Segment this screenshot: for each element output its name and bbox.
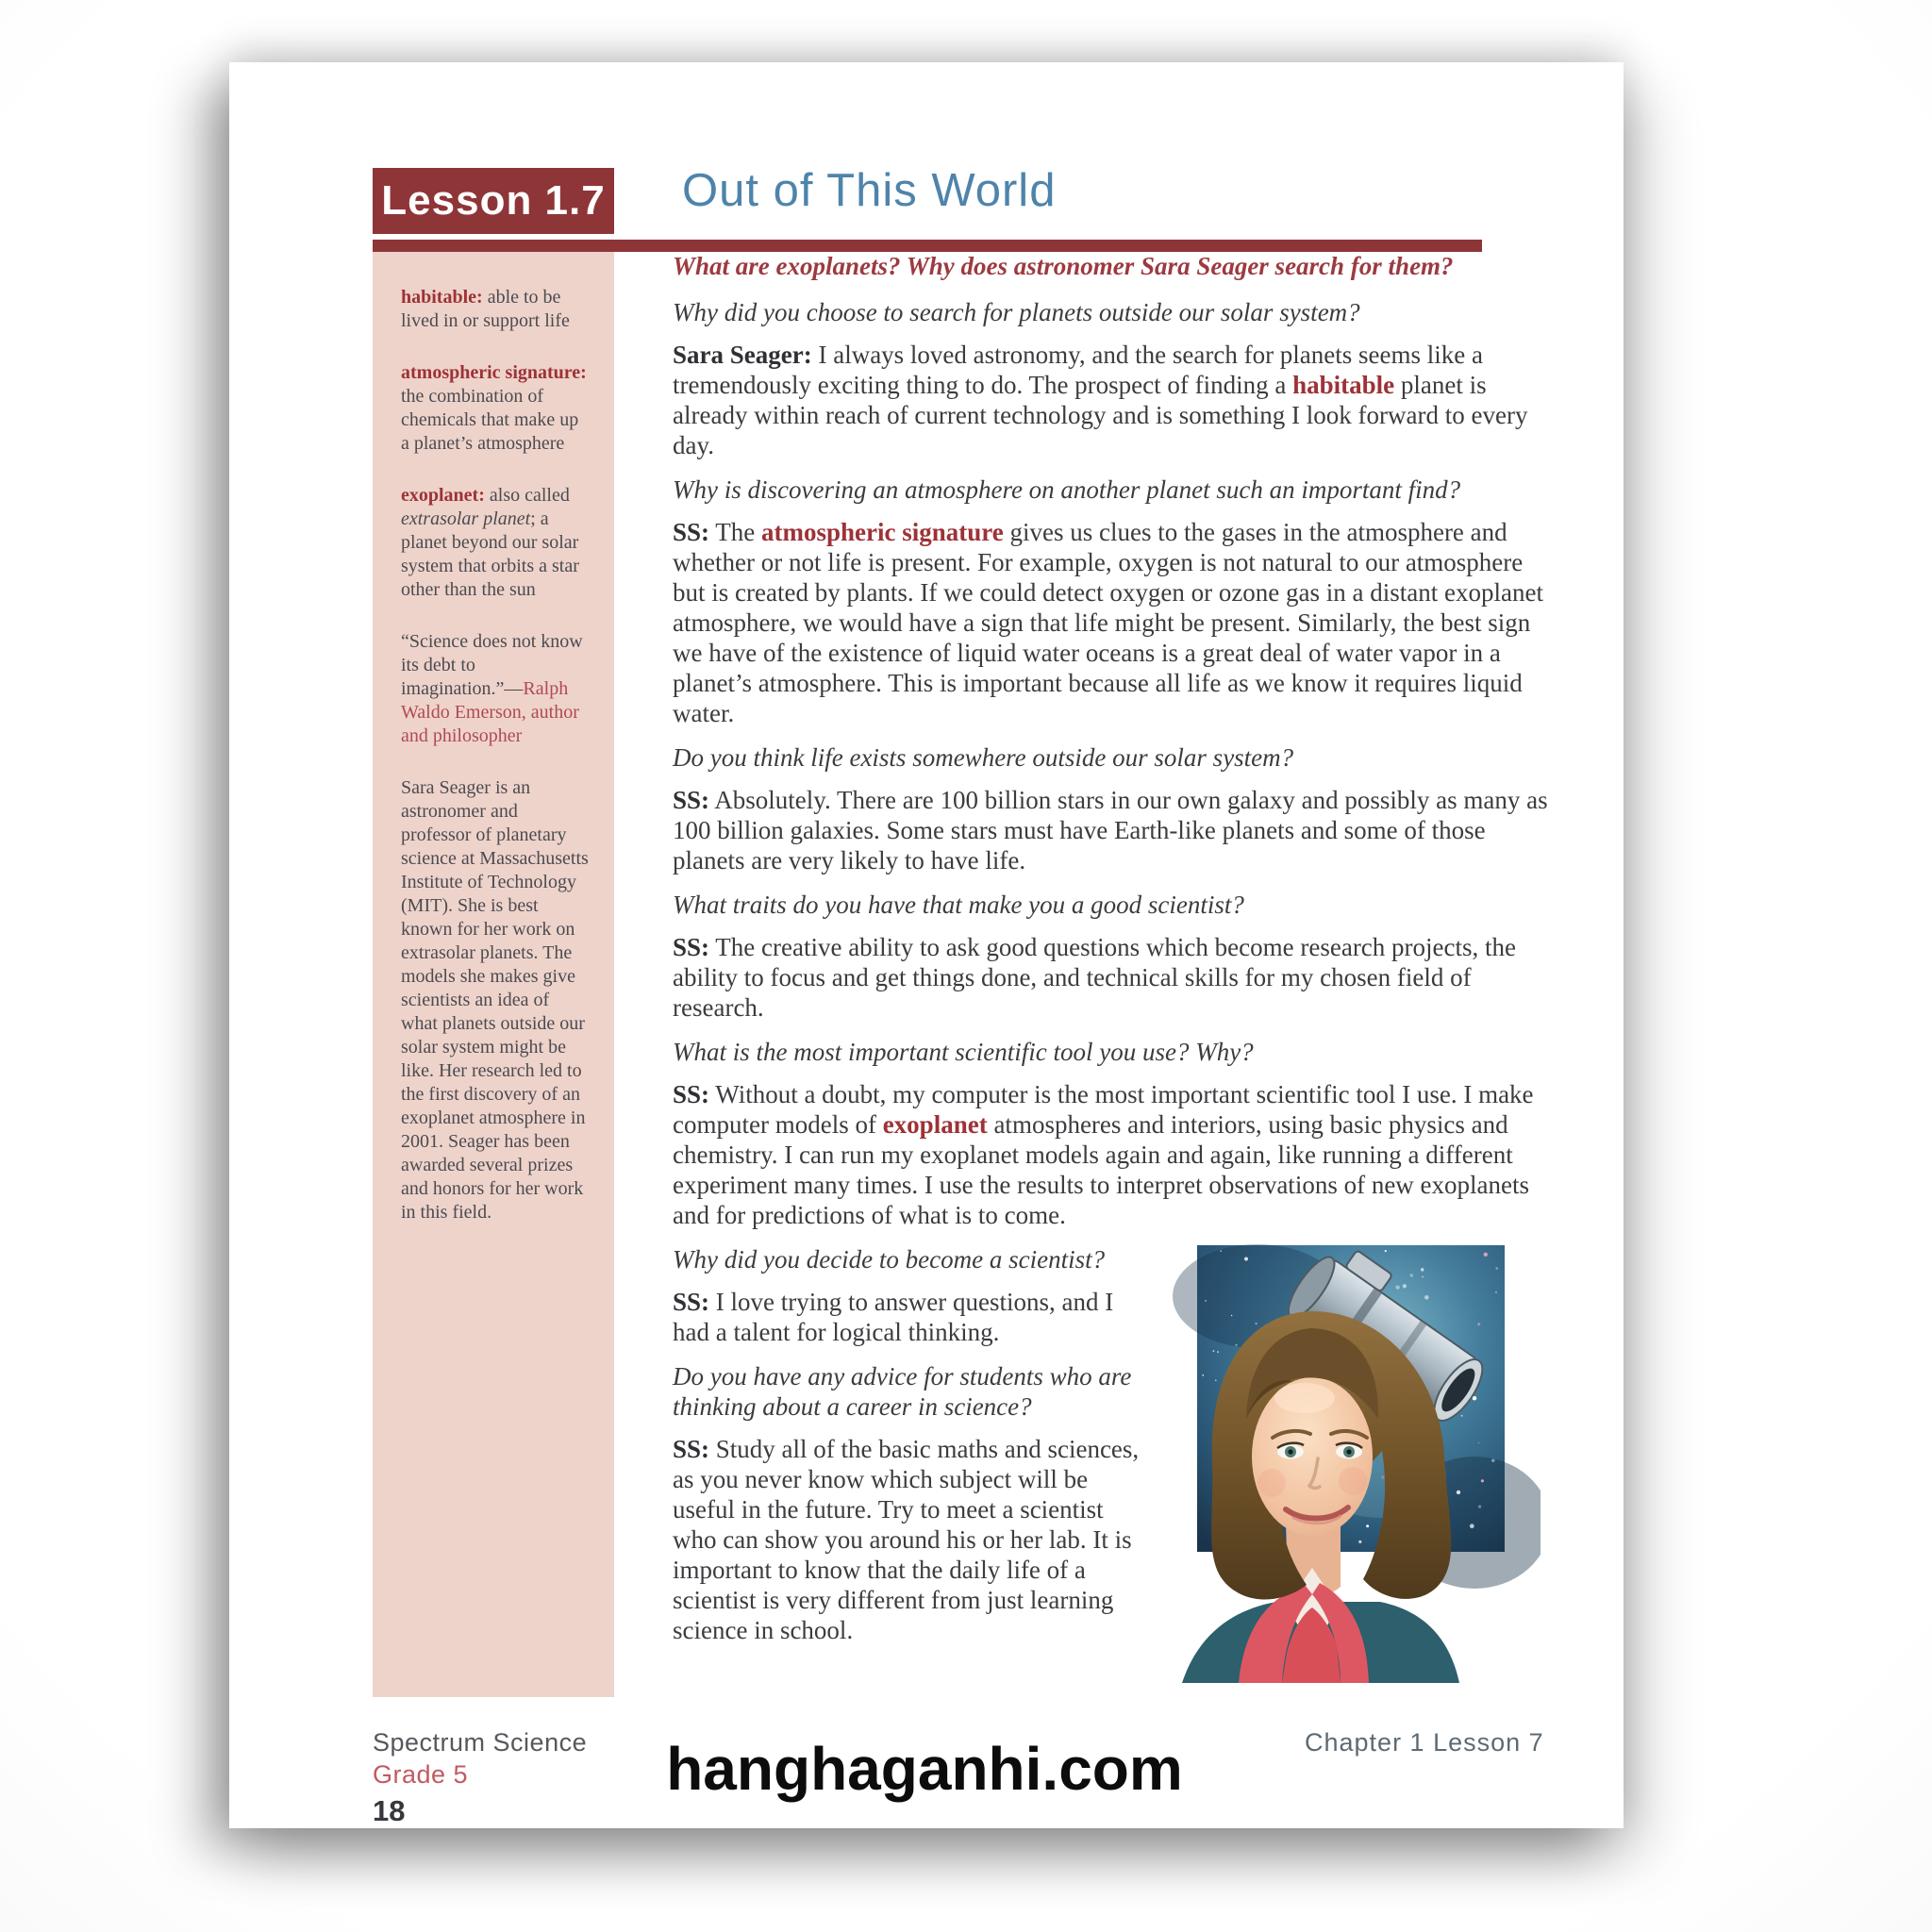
vocab-term: atmospheric signature: — [401, 362, 587, 383]
vocab-definition: able to be lived in or support life — [401, 287, 570, 331]
footer-page-number: 18 — [373, 1794, 406, 1827]
emerson-quote — [401, 630, 590, 748]
answer-text: Absolutely. There are 100 billion stars in our own galaxy and possibly as many as 100 billion galaxies. Some stars must have Earth-like planets and some of those planets are very likely to have life. — [673, 786, 1548, 874]
vocab-entry-habitable — [401, 286, 590, 333]
answer-text: I always loved astronomy, and the search for planets seems like a tremendously exciting thing to do. The prospect of finding a — [673, 341, 1483, 399]
watermark: hanghaganhi.com — [666, 1735, 1183, 1803]
interview-lead-question: What are exoplanets? Why does astronomer Sara Seager search for them? — [673, 252, 1454, 280]
interview-column — [673, 251, 1554, 1683]
bio-paragraph: Sara Seager is an astronomer and professor of planetary science at Massachusetts Institute of Technology (MIT). She is best known for her work on extrasolar planets. The models she makes give scientists an idea of what planets outside our solar system might be like. Her research led to the first discovery of an exoplanet atmosphere in 2001. Seager has been awarded several prizes and honors for her work in this field. — [401, 777, 589, 1223]
vocab-alias: extrasolar planet — [401, 508, 531, 529]
footer-grade: Grade 5 — [373, 1760, 469, 1789]
interview-answer — [673, 1434, 1144, 1645]
lesson-label: Lesson 1.7 — [381, 177, 606, 224]
interview-answer — [673, 1079, 1554, 1230]
speaker-label: SS: — [673, 518, 710, 546]
vocab-definition: also called — [484, 485, 570, 506]
page-title: Out of This World — [682, 165, 1057, 216]
speaker-label: SS: — [673, 1080, 710, 1108]
answer-text: The — [709, 518, 762, 546]
interview-question: Do you think life exists somewhere outside our solar system? — [673, 743, 1294, 772]
interview-answer — [673, 1287, 1144, 1347]
answer-text: planet is already within reach of current technology and is something I look forward to every day. — [673, 371, 1528, 459]
vocab-term-inline: habitable — [1292, 371, 1395, 399]
footer-book-title: Spectrum Science — [373, 1728, 588, 1757]
interview-answer — [673, 785, 1554, 875]
footer-chapter-label: Chapter 1 Lesson 7 — [1305, 1728, 1544, 1757]
vocab-entry-exoplanet — [401, 484, 590, 602]
bottom-text-column — [673, 1287, 1144, 1657]
speaker-label: SS: — [673, 786, 710, 814]
vocab-sidebar — [373, 252, 614, 1697]
quote-text: “Science does not know its debt to imagination.”— — [401, 631, 583, 699]
interview-question: Why is discovering an atmosphere on another planet such an important find? — [673, 475, 1461, 504]
vocab-term-inline: atmospheric signature — [761, 518, 1004, 546]
interview-question: Why did you decide to become a scientist? — [673, 1245, 1106, 1274]
bottom-row — [673, 1287, 1554, 1683]
speaker-label: Sara Seager: — [673, 341, 812, 369]
quote-attribution: Ralph Waldo Emerson, author and philosopher — [401, 678, 579, 746]
speaker-label: SS: — [673, 933, 710, 961]
sara-seager-portrait — [1144, 1240, 1541, 1683]
vocab-entry-atmospheric-signature — [401, 361, 590, 456]
speaker-label: SS: — [673, 1288, 710, 1316]
interview-answer — [673, 340, 1554, 460]
interview-question: What traits do you have that make you a good scientist? — [673, 891, 1244, 919]
vocab-term: exoplanet: — [401, 485, 485, 506]
answer-text: Without a doubt, my computer is the most important scientific tool I use. I make computer models of — [673, 1080, 1534, 1139]
vocab-definition: the combination of chemicals that make up a planet’s atmosphere — [401, 386, 579, 454]
portrait-illustration — [1144, 1240, 1541, 1683]
interview-answer — [673, 932, 1554, 1023]
interview-question: Do you have any advice for students who are thinking about a career in science? — [673, 1362, 1132, 1421]
answer-text: I love trying to answer questions, and I had a talent for logical thinking. — [673, 1288, 1114, 1346]
interview-question: Why did you choose to search for planets outside our solar system? — [673, 298, 1360, 326]
footer-left — [373, 1728, 587, 1828]
textbook-page — [229, 62, 1624, 1828]
lesson-badge — [373, 168, 614, 234]
vocab-term: habitable: — [401, 287, 483, 308]
answer-text: atmospheres and interiors, using basic physics and chemistry. I can run my exoplanet models again and again, like running a different experiment many times. I use the results to interpret observations of new exoplanets and for predictions of what is to come. — [673, 1110, 1530, 1229]
answer-text: The creative ability to ask good questions which become research projects, the ability to focus and get things done, and technical skills for my chosen field of research. — [673, 933, 1517, 1022]
interview-question: What is the most important scientific tool you use? Why? — [673, 1038, 1254, 1066]
speaker-label: SS: — [673, 1435, 710, 1463]
answer-text: gives us clues to the gases in the atmosphere and whether or not life is present. For example, oxygen is not natural to our atmosphere but is created by plants. If we could detect oxygen or ozone gas in a distant exoplanet atmosphere, we would have a sign that life might be present. Similarly, the best sign we have of the existence of liquid water oceans is a great deal of water vapor in a planet’s atmosphere. This is important because all life as we know it requires liquid water. — [673, 518, 1543, 727]
answer-text: Study all of the basic maths and sciences, as you never know which subject will be useful in the future. Try to meet a scientist who can show you around his or her lab. It is important to know that the daily life of a scientist is very different from just learning science in school. — [673, 1435, 1140, 1644]
vocab-term-inline: exoplanet — [882, 1110, 988, 1139]
vocab-definition: ; a planet beyond our solar system that orbits a star other than the sun — [401, 508, 579, 600]
interview-answer — [673, 517, 1554, 728]
